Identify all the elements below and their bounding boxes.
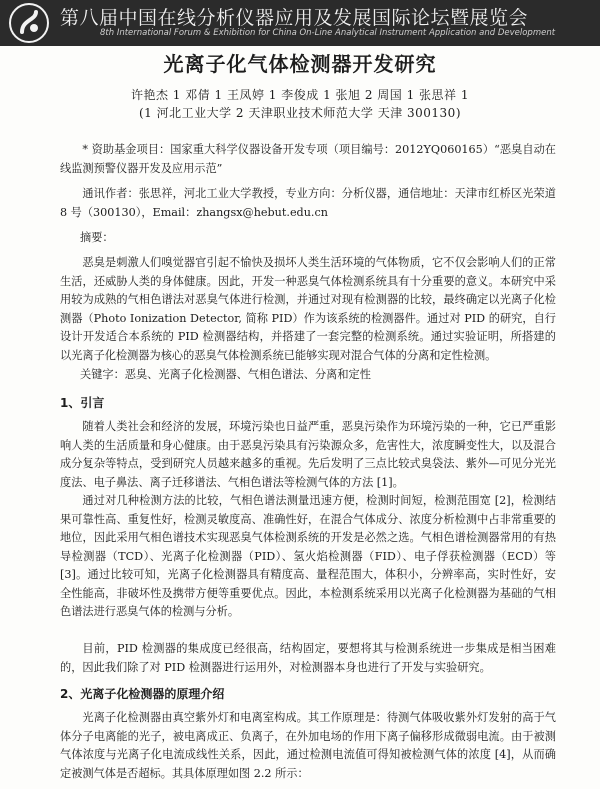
- conference-logo-icon: [8, 2, 50, 44]
- section2-paragraph-1: 光离子化检测器由真空紫外灯和电离室构成。其工作原理是：待测气体吸收紫外灯发射的高于气体分子电离能的光子，被电离成正、负离子，在外加电场的作用下离子偏移形成微弱电流。由于被测气体浓度与光离子化电流成线性关系，因此，通过检测电流值可得知被检测气体的浓度 [4]，从而确定被测气体是否超标。其具体原理如图 2.2 所示：: [60, 711, 556, 780]
- paper-title: 光离子化气体检测器开发研究: [163, 52, 437, 76]
- conference-subtitle: 8th International Forum & Exhibition for China On-Line Analytical Instrument Application and Development: [100, 28, 556, 38]
- conference-banner: [0, 0, 600, 46]
- section1-paragraph-3: 目前，PID 检测器的集成度已经很高，结构固定，要想将其与检测系统进一步集成是相当困难的，因此我们除了对 PID 检测器进行运用外，对检测器本身也进行了开发与实验研究。: [60, 642, 556, 674]
- section2-heading: 2、光离子化检测器的原理介绍: [60, 687, 225, 701]
- abstract-text: 恶臭是刺激人们嗅觉器官引起不愉快及损坏人类生活环境的气体物质，它不仅会影响人们的正常生活，还威胁人类的身体健康。因此，开发一种恶臭气体检测系统具有十分重要的意义。本研究中采用较为成熟的气相色谱法对恶臭气体进行检测，并通过对现有检测器的比较，最终确定以光离子化检测器（Photo Ionization Detector, 简称 PID）作为该系统的检测器件。通过对 PID 的研究，自行设计开发适合本系统的 PID 检测器结构，并搭建了一套完整的检测系统。通过实验证明，所搭建的以光离子化检测器为核心的恶臭气体检测系统已能够实现对混合气体的分离和定性检测。: [60, 256, 556, 362]
- abstract-label: 摘要：: [80, 231, 114, 244]
- correspondence-note: 通讯作者：张思祥，河北工业大学教授，专业方向：分析仪器，通信地址：天津市红桥区光荣道 8 号（300130），Email：zhangsx@hebut.edu.cn: [60, 187, 556, 219]
- paper-authors: 许艳杰 1 邓倩 1 王凤婷 1 李俊成 1 张旭 2 周国 1 张思祥 1: [130, 88, 470, 102]
- funding-note: * 资助基金项目：国家重大科学仪器设备开发专项（项目编号：2012YQ060165）“恶臭自动在线监测预警仪器开发及应用示范”: [60, 143, 556, 175]
- keywords: 关键字：恶臭、光离子化检测器、气相色谱法、分离和定性: [80, 368, 371, 381]
- section1-heading: 1、引言: [60, 396, 105, 410]
- conference-title: 第八届中国在线分析仪器应用及发展国际论坛暨展览会: [60, 7, 529, 29]
- section1-paragraph-2: 通过对几种检测方法的比较，气相色谱法测量迅速方便，检测时间短，检测范围宽 [2]，检测结果可靠性高、重复性好，检测灵敏度高、准确性好，在混合气体成分、浓度分析检测中占非常重要的地位，因此采用气相色谱技术实现恶臭气体检测系统的开发是必然之选。气相色谱检测器常用的有热导检测器（TCD）、光离子化检测器（PID）、氢火焰检测器（FID）、电子俘获检测器（ECD）等 [3]。通过比较可知，光离子化检测器具有精度高、量程范围大，体积小，分辨率高，实时性好，安全性能高，非破坏性及携带方便等重要优点。因此，本检测系统采用以光离子化检测器为基础的气相色谱法进行恶臭气体的检测与分析。: [60, 494, 556, 618]
- section1-paragraph-1: 随着人类社会和经济的发展，环境污染也日益严重，恶臭污染作为环境污染的一种，它已严重影响人类的生活质量和身心健康。由于恶臭污染具有污染源众多，危害性大，浓度瞬变性大，以及混合成分复杂等特点，受到研究人员越来越多的重视。先后发明了三点比较式臭袋法、紫外—可见分光光度法、电子鼻法、离子迁移谱法、气相色谱法等检测气体的方法 [1]。: [60, 420, 556, 489]
- paper-affiliation: (1 河北工业大学 2 天津职业技术师范大学 天津 300130): [138, 106, 461, 120]
